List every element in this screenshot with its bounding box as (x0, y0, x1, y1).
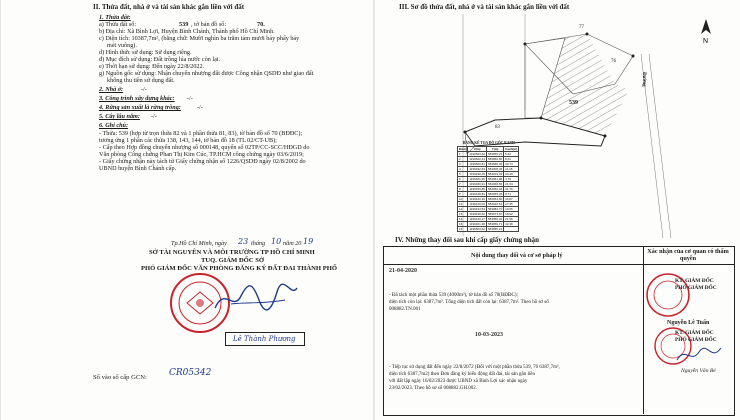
neighbor-parcel-76: 76 (611, 59, 616, 64)
coords-cell: 583955,21 (487, 152, 503, 156)
notes-heading: 6. Ghi chú: (99, 122, 129, 129)
coords-cell: 584008,36 (487, 167, 503, 171)
address-line: b) Địa chỉ: Xã Bình Lợi, Huyện Bình Chánh, Thành phố Hồ Chí Minh. (99, 28, 275, 35)
department-name: SỞ TÀI NGUYÊN VÀ MÔI TRƯỜNG TP HỒ CHÍ MINH (149, 249, 315, 256)
signature-mark (211, 278, 301, 318)
svg-text:N: N (703, 38, 709, 44)
note-line-3: - Cấp theo Hợp đồng chuyển nhượng số 000148, quyển số 02TP/CC-SCC/HĐGD do (99, 144, 310, 151)
coords-cell (504, 227, 519, 232)
entry2-line-4: 23/02/2023. Theo hồ sơ số 008882.GH.002. (389, 386, 477, 391)
entry1-line-2: diện tích còn lại: 6387,7m². Tổng diện tích đất còn lại: 6387,7m². Theo hồ sơ số (389, 300, 549, 305)
coords-cell: 1196459,85 (469, 187, 485, 191)
changes-col2-header: Xác nhận của cơ quan có thẩm quyền (647, 248, 729, 262)
entry1-line-3: 008882.TN.001 (389, 307, 421, 312)
entry2-date-stamp: 10-03-2023 (475, 332, 503, 338)
changes-col1-header: Nội dung thay đổi và cơ sở pháp lý (471, 252, 563, 259)
coords-cell: 40,74 (504, 162, 519, 167)
date-month-label: tháng (251, 240, 266, 247)
parcel-number: 539 (179, 21, 189, 28)
origin-line: g) Nguồn gốc sử dụng: Nhận chuyển nhượng đất được Công nhận QSDĐ như giao đất (99, 70, 314, 77)
road-label: Đường (641, 72, 646, 87)
north-arrow-icon (699, 18, 713, 44)
coords-row (458, 227, 519, 232)
use-purpose-line: đ) Mục đích sử dụng: Đất trồng lúa nước còn lại. (99, 56, 221, 63)
use-term-line: e) Thời hạn sử dụng: Đến ngày 22/8/2022. (99, 63, 205, 70)
coords-cell: 1 (458, 152, 468, 157)
coords-cell: 21,56 (504, 217, 519, 222)
approval2-subtitle: PHÓ GIÁM ĐỐC (675, 337, 717, 343)
coords-cell: 8,71 (504, 192, 519, 197)
approval1-subtitle: PHÓ GIÁM ĐỐC (675, 285, 717, 291)
coords-cell: 1196461,38 (469, 222, 485, 226)
parcel-sketch (405, 14, 705, 238)
coords-cell: 12 (458, 207, 468, 212)
section-iv-title: IV. Những thay đổi sau khi cấp giấy chứng nhận (395, 236, 540, 244)
coords-cell: 1196434,53 (469, 207, 485, 211)
coords-cell: 11 (458, 202, 468, 207)
perennial-heading: 5. Cây lâu năm: (99, 113, 140, 120)
forest-value: -/- (197, 104, 203, 111)
coords-cell: 8,01 (504, 157, 519, 162)
coords-cell: 583973,87 (487, 212, 503, 216)
coords-cell: 5,62 (504, 152, 519, 157)
coords-cell: 27,35 (504, 202, 519, 207)
entry2-line-1: - Tiếp tục sử dụng đất đến ngày 22/8/2072 (Đối với một phần thửa 539, 70 6387,7m², (389, 365, 560, 370)
coords-cell: 21,54 (504, 182, 519, 187)
coords-cell: 9 (458, 192, 468, 197)
coords-cell: 3 (458, 162, 468, 167)
parcel-label: a) Thửa đất số: (99, 21, 137, 28)
coords-cell: 1196502,41 (469, 157, 485, 161)
coords-cell: 1196429,04 (469, 202, 485, 206)
coords-header-point: Điểm (459, 147, 467, 151)
entry1-line-1: - Đã tách một phần thửa 539 (4000m²), tờ bản đồ số 70(BĐĐC); (389, 293, 518, 298)
coords-cell: 584066,56 (487, 182, 503, 186)
changes-column-divider (643, 246, 644, 414)
area-line: c) Diện tích: 10387,7m², (bằng chữ: Mười nghìn ba trăm tám mươi bảy phẩy bảy (99, 35, 300, 42)
note-line-5: - Giấy chứng nhận này tách từ Giấy chứng nhận số 1226/QSDĐ ngày 02/8/2002 do (99, 158, 306, 165)
map-sheet-number: 70. (257, 21, 265, 28)
date-year-label: năm 20 (283, 240, 302, 247)
construction-heading: 3. Công trình xây dựng khác: (99, 95, 175, 102)
origin-line-cont: không thu tiền sử dụng đất. (107, 77, 175, 84)
coords-cell: 2 (458, 157, 468, 162)
coords-table-title: BẢNG KÊ TỌA ĐỘ GÓC RANH (463, 141, 515, 145)
coords-cell: 1196440,27 (469, 217, 485, 221)
approval2-signature (675, 344, 725, 366)
coords-header-y: Y(m) (486, 147, 503, 152)
coords-cell: 5 (458, 172, 468, 177)
map-sheet-label: , tờ bản đồ số: (191, 21, 227, 28)
coords-cell: 15 (458, 222, 468, 227)
coords-cell: 11,18 (504, 167, 519, 172)
coords-cell: 10 (458, 197, 468, 202)
coords-cell: 8 (458, 187, 468, 192)
coords-cell: 583959,71 (487, 222, 503, 226)
coords-cell: 43,49 (504, 172, 519, 177)
coords-header-edge: Cạnh(m) (505, 147, 518, 151)
coords-cell: 584055,34 (487, 192, 503, 196)
note-line-1: - Thửa: 539 (hợp từ trọn thửa 82 và 1 phần thửa 81, 83), tờ bản đồ số 70 (BĐĐC); (99, 130, 303, 137)
coords-cell: 1196436,52 (469, 212, 485, 216)
date-month: 10 (271, 237, 282, 246)
coords-cell: 4,70 (504, 177, 519, 182)
vice-director-title: PHÓ GIÁM ĐỐC VĂN PHÒNG ĐĂNG KÝ ĐẤT ĐAI THÀNH PHỐ (141, 265, 337, 272)
note-line-4: Văn phòng Công chứng Phan Thị Kim Cúc, TP.HCM công chứng ngày 03/6/2019; (99, 151, 304, 158)
coords-cell: 583960,60 (487, 157, 503, 161)
entry1-date-stamp: 21-04-2020 (389, 268, 417, 274)
gcn-number: CR05342 (169, 368, 212, 378)
approval2-name: Nguyễn Văn Bé (681, 368, 716, 374)
date-prefix: Tp.Hồ Chí Minh, ngày (171, 240, 227, 247)
land-heading: 1. Thửa đất: (99, 14, 131, 21)
construction-value: -/- (187, 95, 193, 102)
coords-cell: 16 (458, 227, 468, 232)
date-year: 19 (303, 237, 314, 246)
coords-cell: 1196480,91 (469, 182, 485, 186)
section-iii-title: III. Sơ đồ thửa đất, nhà ở và tài sản khác gắn liền với đất (399, 3, 570, 11)
coords-cell: 1196500,81 (469, 162, 485, 166)
perennial-value: -/- (151, 113, 157, 120)
coords-cell: 583955,32 (487, 217, 503, 221)
coords-cell: 1196492,63 (469, 167, 485, 171)
coords-cell: 584010,51 (487, 202, 503, 206)
area-line-cont: mét vuông). (107, 42, 137, 49)
use-form-line: d) Hình thức sử dụng: Sử dụng riêng. (99, 49, 192, 56)
coords-cell: 31,76 (504, 187, 519, 192)
note-line-2: tương ứng 1 phần các thửa 138, 143, 144, tờ bản đồ 18 (TL 02/CT-UB); (99, 137, 277, 144)
coords-cell: 584061,98 (487, 177, 503, 181)
forest-heading: 4. Rừng sản xuất là rừng trồng: (99, 104, 181, 111)
approval1-title: KT. GIÁM ĐỐC (675, 278, 714, 284)
house-heading: 2. Nhà ở: (99, 86, 124, 93)
coords-header-x: X(m) (468, 147, 487, 152)
entry2-line-2: diện tích 6387,7m2) theo Đơn đăng ký biến động đất đai, tài sản gắn liền (389, 372, 535, 377)
neighbor-parcel-77: 77 (579, 25, 584, 30)
note-line-6: UBND huyện Bình Chánh cấp. (99, 165, 177, 172)
coords-cell: 583955,21 (487, 227, 503, 231)
coords-cell: 10,05 (504, 207, 519, 212)
coords-cell: 583968,45 (487, 162, 503, 166)
coords-cell: 7 (458, 182, 468, 187)
gcn-label: Số vào sổ cấp GCN: (93, 374, 147, 381)
coords-cell: 6 (458, 177, 468, 182)
approval2-title: KT. GIÁM ĐỐC (675, 330, 714, 336)
coords-cell: 1196503,62 (469, 227, 485, 231)
house-value: -/- (141, 86, 147, 93)
coords-table (457, 146, 519, 232)
certificate-right-page (374, 0, 740, 420)
signer-name-box (225, 332, 305, 346)
coords-cell: 1196428,81 (469, 192, 485, 196)
coords-cell: 1196420,30 (469, 197, 485, 201)
coords-cell: 584062,04 (487, 187, 503, 191)
tuq-line: TUQ. GIÁM ĐỐC SỞ (201, 257, 265, 264)
coords-cell: 584053,50 (487, 197, 503, 201)
coords-cell: 584019,33 (487, 172, 503, 176)
entry2-line-3: với đất lập ngày 16/02/2023 được UBND xã Bình Lợi xác nhận ngày (389, 379, 528, 384)
signer-name: Lê Thành Phương (233, 335, 296, 343)
date-day: 23 (238, 237, 249, 246)
coords-table-wrapper (457, 146, 519, 232)
coords-cell: 42,38 (504, 222, 519, 227)
coords-cell: 43,87 (504, 197, 519, 202)
section-ii-title: II. Thửa đất, nhà ở và tài sản khác gắn liền với đất (93, 3, 245, 11)
coords-cell: 583983,72 (487, 207, 503, 211)
coords-cell: 1196490,45 (469, 172, 485, 176)
coords-cell: 1196481,96 (469, 177, 485, 181)
main-parcel-539: 539 (569, 100, 578, 106)
coords-cell: 13 (458, 212, 468, 217)
coords-cell: 18,92 (504, 212, 519, 217)
coords-cell: 4 (458, 167, 468, 172)
neighbor-parcel-83: 83 (495, 125, 500, 130)
changes-header-divider (383, 264, 734, 265)
coords-cell: 14 (458, 217, 468, 222)
coords-table-body (458, 152, 519, 232)
approval1-name: Nguyễn Lê Tuấn (667, 320, 710, 326)
coords-cell: 1196503,62 (469, 152, 485, 156)
